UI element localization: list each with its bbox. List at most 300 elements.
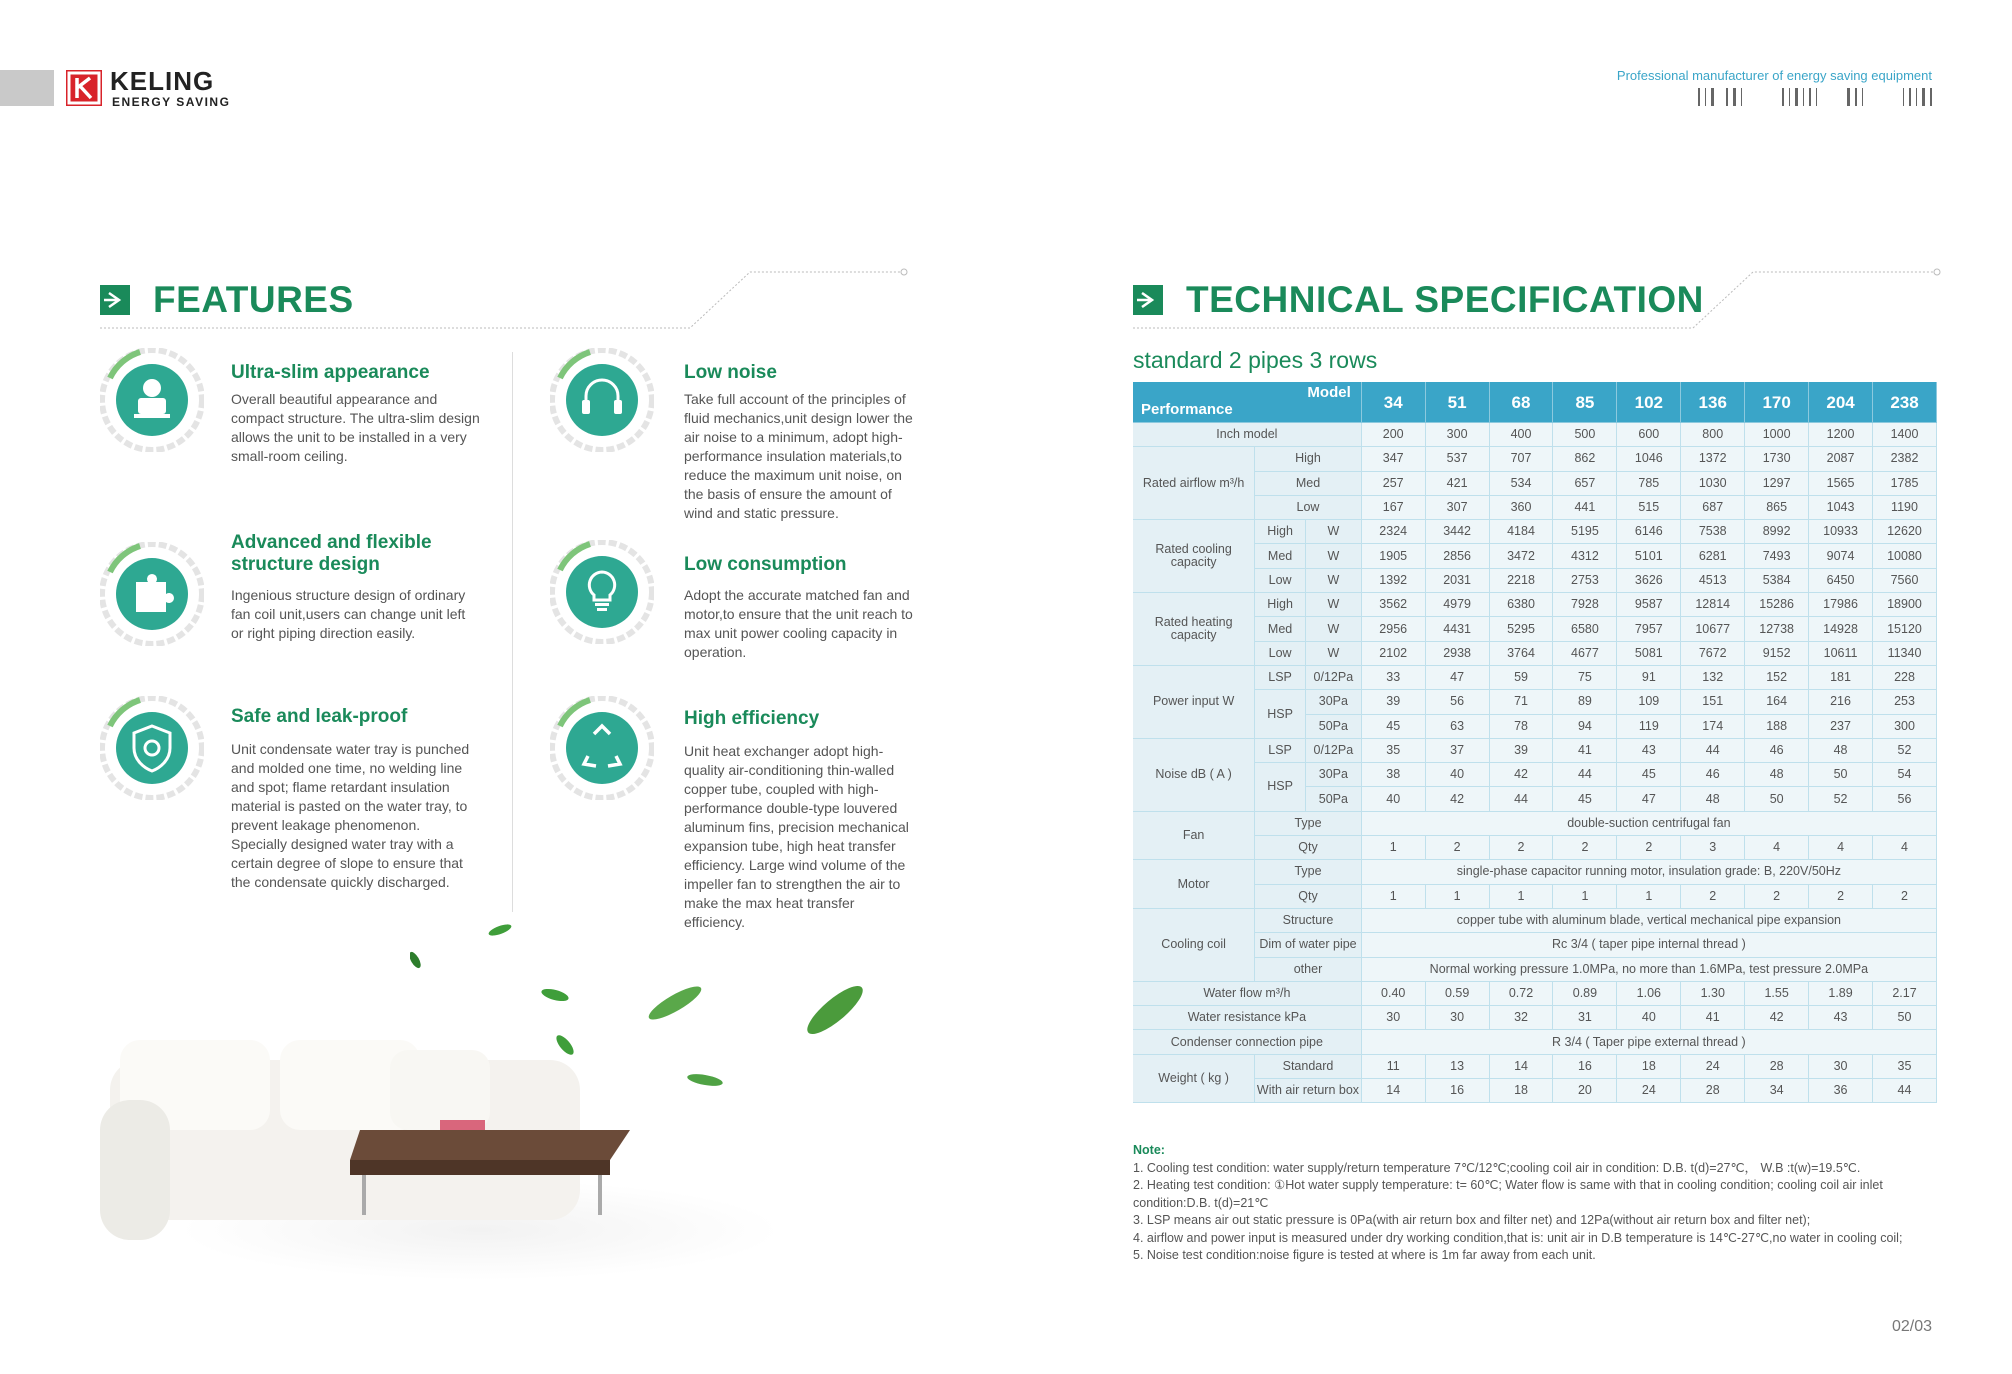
spec-cell: Low xyxy=(1255,641,1306,665)
spec-cell: 7957 xyxy=(1617,617,1681,641)
spec-cell: 1565 xyxy=(1809,471,1873,495)
spec-cell: 15286 xyxy=(1745,593,1809,617)
spec-cell: 4 xyxy=(1809,836,1873,860)
spec-cell: 687 xyxy=(1681,495,1745,519)
note-item: 1. Cooling test condition: water supply/return temperature 7℃/12℃;cooling coil air in condition: D.B. t(d)=27℃， W.B :t(w)=19.5℃. xyxy=(1133,1160,1861,1175)
features-divider xyxy=(512,352,513,912)
spec-cell: 216 xyxy=(1809,690,1873,714)
spec-cell: 1046 xyxy=(1617,447,1681,471)
spec-cell: 71 xyxy=(1489,690,1553,714)
spec-cell: Noise dB ( A ) xyxy=(1133,738,1255,811)
feature-title: Low consumption xyxy=(684,554,847,575)
spec-cell: 865 xyxy=(1745,495,1809,519)
spec-cell: 1730 xyxy=(1745,447,1809,471)
spec-cell: 2 xyxy=(1681,884,1745,908)
puzzle-icon xyxy=(100,542,204,646)
spec-cell: W xyxy=(1305,568,1361,592)
spec-cell: 1392 xyxy=(1361,568,1425,592)
spec-cell: 1030 xyxy=(1681,471,1745,495)
spec-cell: 52 xyxy=(1873,738,1937,762)
spec-cell: 4312 xyxy=(1553,544,1617,568)
feature-flexible-structure xyxy=(231,532,481,643)
spec-cell: 45 xyxy=(1617,763,1681,787)
spec-cell: 44 xyxy=(1873,1079,1937,1103)
lightbulb-icon xyxy=(550,540,654,644)
spec-cell: 1297 xyxy=(1745,471,1809,495)
spec-cell: 1.06 xyxy=(1617,981,1681,1005)
spec-cell: 5081 xyxy=(1617,641,1681,665)
spec-cell: 109 xyxy=(1617,690,1681,714)
spec-cell: 188 xyxy=(1745,714,1809,738)
spec-cell: 1043 xyxy=(1809,495,1873,519)
model-number: 51 xyxy=(1425,382,1489,423)
spec-cell: 50 xyxy=(1873,1006,1937,1030)
spec-cell: 42 xyxy=(1425,787,1489,811)
spec-cell: 20 xyxy=(1553,1079,1617,1103)
spec-row xyxy=(1133,811,1937,835)
spec-cell: 360 xyxy=(1489,495,1553,519)
spec-cell: 2856 xyxy=(1425,544,1489,568)
spec-cell: 400 xyxy=(1489,423,1553,447)
model-number: 136 xyxy=(1681,382,1745,423)
tagline: Professional manufacturer of energy saving equipment xyxy=(1616,68,1932,83)
performance-label: Performance xyxy=(1141,401,1233,418)
spec-row xyxy=(1133,382,1937,423)
spec-cell: Water flow m³/h xyxy=(1133,981,1361,1005)
feature-leak-proof xyxy=(231,706,471,892)
spec-cell: 1.89 xyxy=(1809,981,1873,1005)
spec-cell: 300 xyxy=(1873,714,1937,738)
spec-cell: Normal working pressure 1.0MPa, no more than 1.6MPa, test pressure 2.0MPa xyxy=(1361,957,1936,981)
spec-cell: 3562 xyxy=(1361,593,1425,617)
spec-cell: Fan xyxy=(1133,811,1255,860)
spec-cell: 228 xyxy=(1873,665,1937,689)
spec-cell: 47 xyxy=(1425,665,1489,689)
spec-cell: 9587 xyxy=(1617,593,1681,617)
spec-cell: copper tube with aluminum blade, vertical mechanical pipe expansion xyxy=(1361,908,1936,932)
spec-cell: HSP xyxy=(1255,690,1306,739)
spec-cell: 30 xyxy=(1361,1006,1425,1030)
spec-cell: 34 xyxy=(1745,1079,1809,1103)
spec-cell: 11 xyxy=(1361,1054,1425,1078)
spec-row xyxy=(1133,1030,1937,1054)
spec-cell: With air return box xyxy=(1255,1079,1362,1103)
spec-row xyxy=(1133,593,1937,617)
spec-row xyxy=(1133,520,1937,544)
spec-cell: W xyxy=(1305,520,1361,544)
notes xyxy=(1133,1142,1953,1265)
spec-cell: 237 xyxy=(1809,714,1873,738)
spec-cell: 4431 xyxy=(1425,617,1489,641)
spec-row xyxy=(1133,860,1937,884)
note-item: 2. Heating test condition: ①Hot water supply temperature: t= 60℃; Water flow is same with that in cooling condition; cooling coil air inlet condition:D.B. t(d)=21℃ xyxy=(1133,1178,1883,1210)
spec-cell: 13 xyxy=(1425,1054,1489,1078)
spec-cell: Rated heating capacity xyxy=(1133,593,1255,666)
spec-cell: 38 xyxy=(1361,763,1425,787)
spec-cell: 45 xyxy=(1361,714,1425,738)
spec-cell: 5384 xyxy=(1745,568,1809,592)
spec-cell: 2 xyxy=(1873,884,1937,908)
spec-cell: 1905 xyxy=(1361,544,1425,568)
spec-cell: Type xyxy=(1255,811,1362,835)
spec-cell: 59 xyxy=(1489,665,1553,689)
spec-cell: 2218 xyxy=(1489,568,1553,592)
model-number: 102 xyxy=(1617,382,1681,423)
spec-cell: 785 xyxy=(1617,471,1681,495)
spec-cell: 4979 xyxy=(1425,593,1489,617)
spec-cell: 7538 xyxy=(1681,520,1745,544)
spec-row xyxy=(1133,665,1937,689)
headphones-icon xyxy=(550,348,654,452)
feature-low-noise xyxy=(684,362,916,523)
leaves-decoration xyxy=(410,920,870,1090)
spec-cell: 16 xyxy=(1553,1054,1617,1078)
spec-cell: 91 xyxy=(1617,665,1681,689)
spec-cell: 43 xyxy=(1617,738,1681,762)
spec-cell: HSP xyxy=(1255,763,1306,812)
spec-cell: 2 xyxy=(1425,836,1489,860)
feature-high-efficiency xyxy=(684,708,916,932)
spec-cell: 78 xyxy=(1489,714,1553,738)
spec-cell: 63 xyxy=(1425,714,1489,738)
spec-cell: 181 xyxy=(1809,665,1873,689)
spec-cell: 56 xyxy=(1425,690,1489,714)
spec-cell: 30Pa xyxy=(1305,763,1361,787)
spec-cell: 1.30 xyxy=(1681,981,1745,1005)
spec-cell: 421 xyxy=(1425,471,1489,495)
feature-ultra-slim xyxy=(231,362,481,466)
spec-cell: 48 xyxy=(1681,787,1745,811)
spec-cell: 6450 xyxy=(1809,568,1873,592)
spec-cell: 9074 xyxy=(1809,544,1873,568)
spec-title: TECHNICAL SPECIFICATION xyxy=(1186,279,1704,320)
spec-cell: 48 xyxy=(1809,738,1873,762)
spec-cell: 707 xyxy=(1489,447,1553,471)
spec-cell: R 3/4 ( Taper pipe external thread ) xyxy=(1361,1030,1936,1054)
spec-cell: Weight ( kg ) xyxy=(1133,1054,1255,1103)
model-number: 238 xyxy=(1873,382,1937,423)
spec-cell: 0/12Pa xyxy=(1305,738,1361,762)
spec-cell: 0.40 xyxy=(1361,981,1425,1005)
feature-title: Ultra-slim appearance xyxy=(231,362,430,383)
feature-title: Safe and leak-proof xyxy=(231,706,408,727)
spec-cell: 12620 xyxy=(1873,520,1937,544)
features-title: FEATURES xyxy=(153,279,354,320)
spec-cell: 30 xyxy=(1425,1006,1489,1030)
spec-cell: 2 xyxy=(1553,836,1617,860)
spec-cell: 3764 xyxy=(1489,641,1553,665)
spec-cell: 1 xyxy=(1617,884,1681,908)
feature-text: Take full account of the principles of fluid mechanics,unit design lower the air noise to a minimum, adopt high-performance insulation materials,to reduce the maximum unit noise, on the basis of ensure the amount of wind and static pressure. xyxy=(684,391,913,521)
spec-cell: 43 xyxy=(1809,1006,1873,1030)
model-label: Model xyxy=(1307,384,1351,401)
spec-row xyxy=(1133,423,1937,447)
spec-cell: High xyxy=(1255,593,1306,617)
recycle-icon xyxy=(550,696,654,800)
feature-low-consumption xyxy=(684,554,916,662)
spec-cell: 4 xyxy=(1745,836,1809,860)
spec-cell: 534 xyxy=(1489,471,1553,495)
notes-title: Note: xyxy=(1133,1143,1165,1157)
spec-cell: 2 xyxy=(1617,836,1681,860)
spec-cell: 1.55 xyxy=(1745,981,1809,1005)
spec-row xyxy=(1133,981,1937,1005)
spec-cell: 37 xyxy=(1425,738,1489,762)
feature-title: Low noise xyxy=(684,362,777,383)
spec-cell: 39 xyxy=(1361,690,1425,714)
spec-cell: 52 xyxy=(1809,787,1873,811)
spec-cell: 12814 xyxy=(1681,593,1745,617)
spec-cell: 119 xyxy=(1617,714,1681,738)
spec-cell: 253 xyxy=(1873,690,1937,714)
installer-icon xyxy=(100,348,204,452)
model-header xyxy=(1133,382,1361,423)
spec-cell: 46 xyxy=(1745,738,1809,762)
header-tab xyxy=(0,70,54,106)
spec-cell: 75 xyxy=(1553,665,1617,689)
spec-cell: 4 xyxy=(1873,836,1937,860)
spec-cell: 307 xyxy=(1425,495,1489,519)
spec-cell: Low xyxy=(1255,495,1362,519)
spec-cell: 1 xyxy=(1489,884,1553,908)
spec-cell: Qty xyxy=(1255,884,1362,908)
spec-cell: 2382 xyxy=(1873,447,1937,471)
spec-cell: Rc 3/4 ( taper pipe internal thread ) xyxy=(1361,933,1936,957)
spec-cell: Low xyxy=(1255,568,1306,592)
spec-cell: High xyxy=(1255,520,1306,544)
spec-cell: Cooling coil xyxy=(1133,908,1255,981)
spec-cell: 50 xyxy=(1745,787,1809,811)
feature-title: Advanced and flexible structure design xyxy=(231,532,432,575)
spec-cell: Type xyxy=(1255,860,1362,884)
spec-cell: 2938 xyxy=(1425,641,1489,665)
spec-cell: 48 xyxy=(1745,763,1809,787)
note-item: 3. LSP means air out static pressure is 0Pa(with air return box and filter net) and 12Pa(without air return box and filter net); xyxy=(1133,1213,1811,1227)
spec-row xyxy=(1133,447,1937,471)
spec-cell: 1200 xyxy=(1809,423,1873,447)
spec-row xyxy=(1133,1054,1937,1078)
spec-cell: 24 xyxy=(1681,1054,1745,1078)
spec-cell: 15120 xyxy=(1873,617,1937,641)
spec-cell: 17986 xyxy=(1809,593,1873,617)
spec-cell: 28 xyxy=(1745,1054,1809,1078)
spec-cell: 6146 xyxy=(1617,520,1681,544)
spec-cell: 1 xyxy=(1361,836,1425,860)
page-number: 02/03 xyxy=(1891,1318,1932,1335)
spec-cell: 16 xyxy=(1425,1079,1489,1103)
spec-deco-line xyxy=(1133,268,1945,330)
spec-cell: 39 xyxy=(1489,738,1553,762)
spec-cell: 0/12Pa xyxy=(1305,665,1361,689)
model-number: 204 xyxy=(1809,382,1873,423)
spec-cell: single-phase capacitor running motor, insulation grade: B, 220V/50Hz xyxy=(1361,860,1936,884)
spec-cell: 44 xyxy=(1681,738,1745,762)
spec-cell: 152 xyxy=(1745,665,1809,689)
spec-cell: 6281 xyxy=(1681,544,1745,568)
spec-cell: 30 xyxy=(1809,1054,1873,1078)
spec-cell: 2 xyxy=(1489,836,1553,860)
spec-cell: 10933 xyxy=(1809,520,1873,544)
spec-cell: 42 xyxy=(1745,1006,1809,1030)
spec-cell: 0.89 xyxy=(1553,981,1617,1005)
spec-cell: 5101 xyxy=(1617,544,1681,568)
spec-cell: Med xyxy=(1255,544,1306,568)
spec-cell: 3442 xyxy=(1425,520,1489,544)
spec-cell: LSP xyxy=(1255,738,1306,762)
spec-cell: 2102 xyxy=(1361,641,1425,665)
spec-cell: Condenser connection pipe xyxy=(1133,1030,1361,1054)
spec-cell: 174 xyxy=(1681,714,1745,738)
keling-logo-icon xyxy=(66,70,102,106)
spec-cell: 3 xyxy=(1681,836,1745,860)
spec-cell: 56 xyxy=(1873,787,1937,811)
spec-cell: 800 xyxy=(1681,423,1745,447)
spec-cell: 12738 xyxy=(1745,617,1809,641)
spec-cell: 7560 xyxy=(1873,568,1937,592)
spec-cell: 46 xyxy=(1681,763,1745,787)
spec-cell: 44 xyxy=(1489,787,1553,811)
feature-text: Adopt the accurate matched fan and motor,to ensure that the unit reach to max unit power cooling capacity in operation. xyxy=(684,587,913,660)
feature-text: Unit condensate water tray is punched and molded one time, no welding line and spot; flame retardant insulation material is pasted on the water tray, to prevent leakage phenomenon. Specially designed water tray with a certain degree of slope to ensure that the condensate quickly discharged. xyxy=(231,741,470,890)
spec-cell: 167 xyxy=(1361,495,1425,519)
spec-cell: 14 xyxy=(1361,1079,1425,1103)
spec-cell: 10677 xyxy=(1681,617,1745,641)
spec-cell: 4513 xyxy=(1681,568,1745,592)
spec-cell: 31 xyxy=(1553,1006,1617,1030)
spec-cell: 50Pa xyxy=(1305,787,1361,811)
spec-cell: 40 xyxy=(1617,1006,1681,1030)
spec-cell: 7493 xyxy=(1745,544,1809,568)
spec-cell: 50 xyxy=(1809,763,1873,787)
spec-cell: 1190 xyxy=(1873,495,1937,519)
spec-cell: 3626 xyxy=(1617,568,1681,592)
spec-cell: 2 xyxy=(1809,884,1873,908)
spec-cell: 30Pa xyxy=(1305,690,1361,714)
spec-cell: 36 xyxy=(1809,1079,1873,1103)
features-deco-line xyxy=(100,268,910,330)
spec-cell: 24 xyxy=(1617,1079,1681,1103)
spec-cell: 347 xyxy=(1361,447,1425,471)
spec-cell: 45 xyxy=(1553,787,1617,811)
spec-cell: Rated cooling capacity xyxy=(1133,520,1255,593)
spec-cell: 600 xyxy=(1617,423,1681,447)
spec-cell: 1372 xyxy=(1681,447,1745,471)
spec-table xyxy=(1133,382,1937,1103)
spec-cell: Dim of water pipe xyxy=(1255,933,1362,957)
model-number: 170 xyxy=(1745,382,1809,423)
spec-cell: 2753 xyxy=(1553,568,1617,592)
spec-subtitle: standard 2 pipes 3 rows xyxy=(1133,347,1378,373)
spec-cell: 47 xyxy=(1617,787,1681,811)
spec-cell: 40 xyxy=(1361,787,1425,811)
spec-cell: 657 xyxy=(1553,471,1617,495)
spec-row xyxy=(1133,1006,1937,1030)
spec-cell: Med xyxy=(1255,471,1362,495)
feature-text: Ingenious structure design of ordinary fan coil unit,users can change unit left or right piping direction easily. xyxy=(231,587,466,641)
spec-cell: 300 xyxy=(1425,423,1489,447)
spec-cell: W xyxy=(1305,544,1361,568)
feature-text: Unit heat exchanger adopt high-quality air-conditioning thin-walled copper tube, coupled with high-performance double-type louvered aluminum fins, precision mechanical expansion tube, high heat transfer efficiency. Large wind volume of the impeller fan to strengthen the air to make the max heat transfer efficiency. xyxy=(684,743,909,930)
spec-cell: 28 xyxy=(1681,1079,1745,1103)
spec-cell: Qty xyxy=(1255,836,1362,860)
spec-cell: 1 xyxy=(1425,884,1489,908)
feature-text: Overall beautiful appearance and compact structure. The ultra-slim design allows the unit to be installed in a very small-room ceiling. xyxy=(231,391,480,464)
spec-cell: 151 xyxy=(1681,690,1745,714)
spec-cell: 18 xyxy=(1489,1079,1553,1103)
spec-cell: 42 xyxy=(1489,763,1553,787)
spec-cell: 200 xyxy=(1361,423,1425,447)
spec-cell: 10080 xyxy=(1873,544,1937,568)
spec-cell: High xyxy=(1255,447,1362,471)
model-number: 68 xyxy=(1489,382,1553,423)
shield-gear-icon xyxy=(100,696,204,800)
spec-cell: double-suction centrifugal fan xyxy=(1361,811,1936,835)
spec-cell: 35 xyxy=(1873,1054,1937,1078)
spec-cell: 41 xyxy=(1553,738,1617,762)
spec-row xyxy=(1133,738,1937,762)
spec-cell: Rated airflow m³/h xyxy=(1133,447,1255,520)
spec-cell: 257 xyxy=(1361,471,1425,495)
spec-cell: 4184 xyxy=(1489,520,1553,544)
spec-cell: Structure xyxy=(1255,908,1362,932)
spec-cell: 500 xyxy=(1553,423,1617,447)
spec-cell: 7672 xyxy=(1681,641,1745,665)
spec-cell: 6580 xyxy=(1553,617,1617,641)
feature-title: High efficiency xyxy=(684,708,820,729)
spec-cell: W xyxy=(1305,593,1361,617)
spec-cell: 41 xyxy=(1681,1006,1745,1030)
spec-row xyxy=(1133,908,1937,932)
spec-cell: 132 xyxy=(1681,665,1745,689)
spec-cell: 5295 xyxy=(1489,617,1553,641)
spec-cell: 14928 xyxy=(1809,617,1873,641)
brand-sub: ENERGY SAVING xyxy=(112,95,231,109)
spec-cell: 1 xyxy=(1361,884,1425,908)
spec-cell: 1 xyxy=(1553,884,1617,908)
spec-cell: 32 xyxy=(1489,1006,1553,1030)
spec-cell: 35 xyxy=(1361,738,1425,762)
spec-cell: 44 xyxy=(1553,763,1617,787)
spec-cell: 0.72 xyxy=(1489,981,1553,1005)
spec-cell: 8992 xyxy=(1745,520,1809,544)
spec-cell: 2324 xyxy=(1361,520,1425,544)
spec-cell: 1785 xyxy=(1873,471,1937,495)
spec-cell: 2 xyxy=(1745,884,1809,908)
spec-cell: 515 xyxy=(1617,495,1681,519)
spec-cell: Med xyxy=(1255,617,1306,641)
spec-cell: 0.59 xyxy=(1425,981,1489,1005)
spec-cell: 3472 xyxy=(1489,544,1553,568)
spec-cell: 18 xyxy=(1617,1054,1681,1078)
spec-cell: 537 xyxy=(1425,447,1489,471)
spec-cell: 40 xyxy=(1425,763,1489,787)
spec-cell: other xyxy=(1255,957,1362,981)
spec-cell: Standard xyxy=(1255,1054,1362,1078)
spec-cell: 14 xyxy=(1489,1054,1553,1078)
spec-cell: Inch model xyxy=(1133,423,1361,447)
spec-cell: 6380 xyxy=(1489,593,1553,617)
spec-cell: 2031 xyxy=(1425,568,1489,592)
spec-cell: W xyxy=(1305,617,1361,641)
model-number: 34 xyxy=(1361,382,1425,423)
note-item: 4. airflow and power input is measured under dry working condition,that is: unit air in D.B temperature is 14℃-27℃,no water in cooling coil; xyxy=(1133,1230,1903,1245)
spec-cell: W xyxy=(1305,641,1361,665)
spec-cell: 1000 xyxy=(1745,423,1809,447)
spec-cell: LSP xyxy=(1255,665,1306,689)
spec-cell: 1400 xyxy=(1873,423,1937,447)
spec-cell: 50Pa xyxy=(1305,714,1361,738)
spec-cell: 9152 xyxy=(1745,641,1809,665)
